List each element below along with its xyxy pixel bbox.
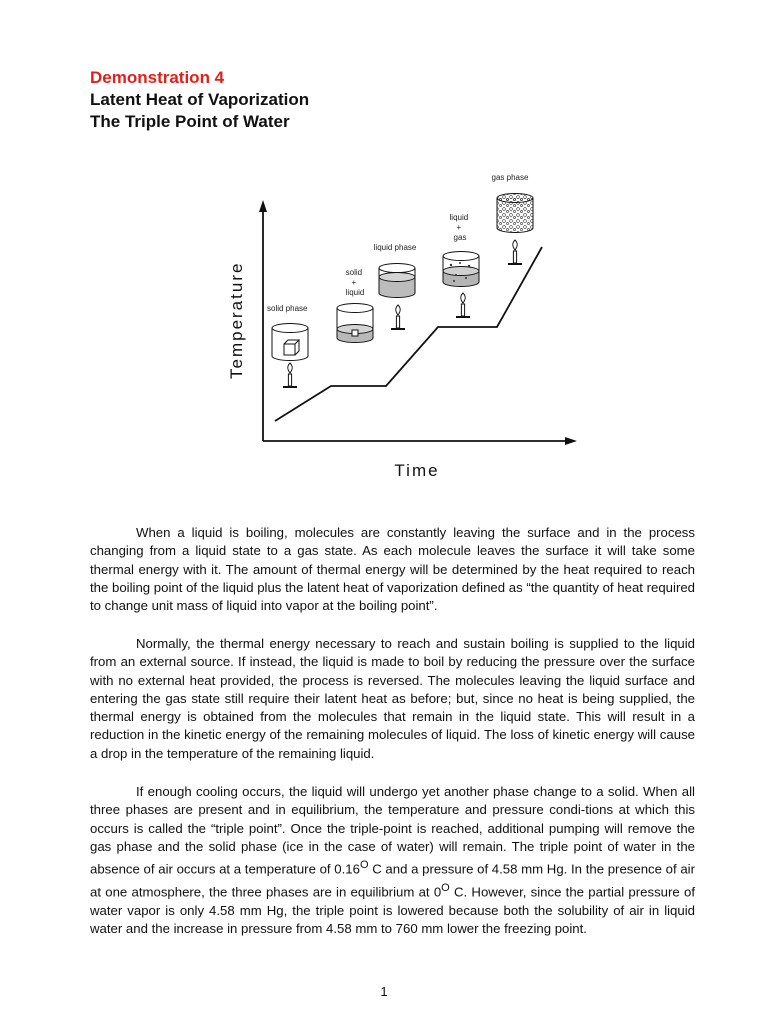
solid-phase-beaker	[267, 304, 308, 387]
paragraph-boiling: When a liquid is boiling, molecules are constantly leaving the surface and in the process changing from a liquid state to a gas state. As each molecule leaves the surface it will take some thermal energy with it. The amount of thermal energy will be determined by the heat required to reach the boiling point of the liquid plus the latent heat of vaporization defined as “the quantity of heat required to change unit mass of liquid into vapor at the boiling point”.	[90, 525, 695, 614]
page-subtitle: The Triple Point of Water	[90, 112, 290, 131]
gas-phase-beaker	[492, 173, 533, 264]
demonstration-label: Demonstration 4	[90, 68, 225, 87]
page-title: Latent Heat of Vaporization	[90, 90, 310, 109]
page-number: 1	[380, 984, 388, 999]
liquid-gas-label: liquid + gas	[449, 213, 469, 242]
paragraph-triple-point: If enough cooling occurs, the liquid will undergo yet another phase change to a solid. When all three phases are present and in equilibrium, the temperature and pressure condi-tions at which this occurs is called the “triple point”. Once the triple-point is reached, additional pumping will remove the gas phase and the solid phase (ice in the case of water) will remain. The triple point of water in the absence of air occurs at a temperature of $0.16^O$ C and a pressure of 4.58 mm Hg. In the presence of air at one atmosphere, the three phases are in equilibrium at $0^O$ C. However, since the partial pressure of water vapor is only 4.58 mm Hg, the triple point is lowered because both the solubility of air in liquid water and the increase in pressure from 4.58 mm to 760 mm lower the freezing point.	[90, 784, 695, 936]
liquid-phase-beaker	[374, 243, 417, 298]
liquid-phase-label: liquid phase	[373, 243, 417, 252]
gas-phase-label: gas phase	[491, 173, 529, 182]
x-axis-label: Time	[394, 461, 440, 480]
liquid-gas-beaker	[443, 213, 479, 317]
solid-phase-label: solid phase	[267, 304, 308, 313]
solid-liquid-label: solid + liquid	[345, 268, 365, 297]
y-axis-label: Temperature	[227, 261, 246, 379]
paragraph-reduced-pressure: Normally, the thermal energy necessary to reach and sustain boiling is supplied to the liquid from an external source. If instead, the liquid is made to boil by reducing the pressure over the surface with no external heat provided, the process is reversed. The molecules leaving the liquid surface and entering the gas state still require their latent heat as before; but, since no heat is being supplied, the thermal energy is obtained from the molecules that remain in the liquid state. This will result in a reduction in the kinetic energy of the remaining molecules of liquid. The loss of kinetic energy will cause a drop in the temperature of the remaining liquid.	[90, 636, 695, 761]
phase-change-diagram	[215, 165, 585, 495]
axes	[259, 200, 577, 445]
ice-cube	[284, 344, 295, 355]
